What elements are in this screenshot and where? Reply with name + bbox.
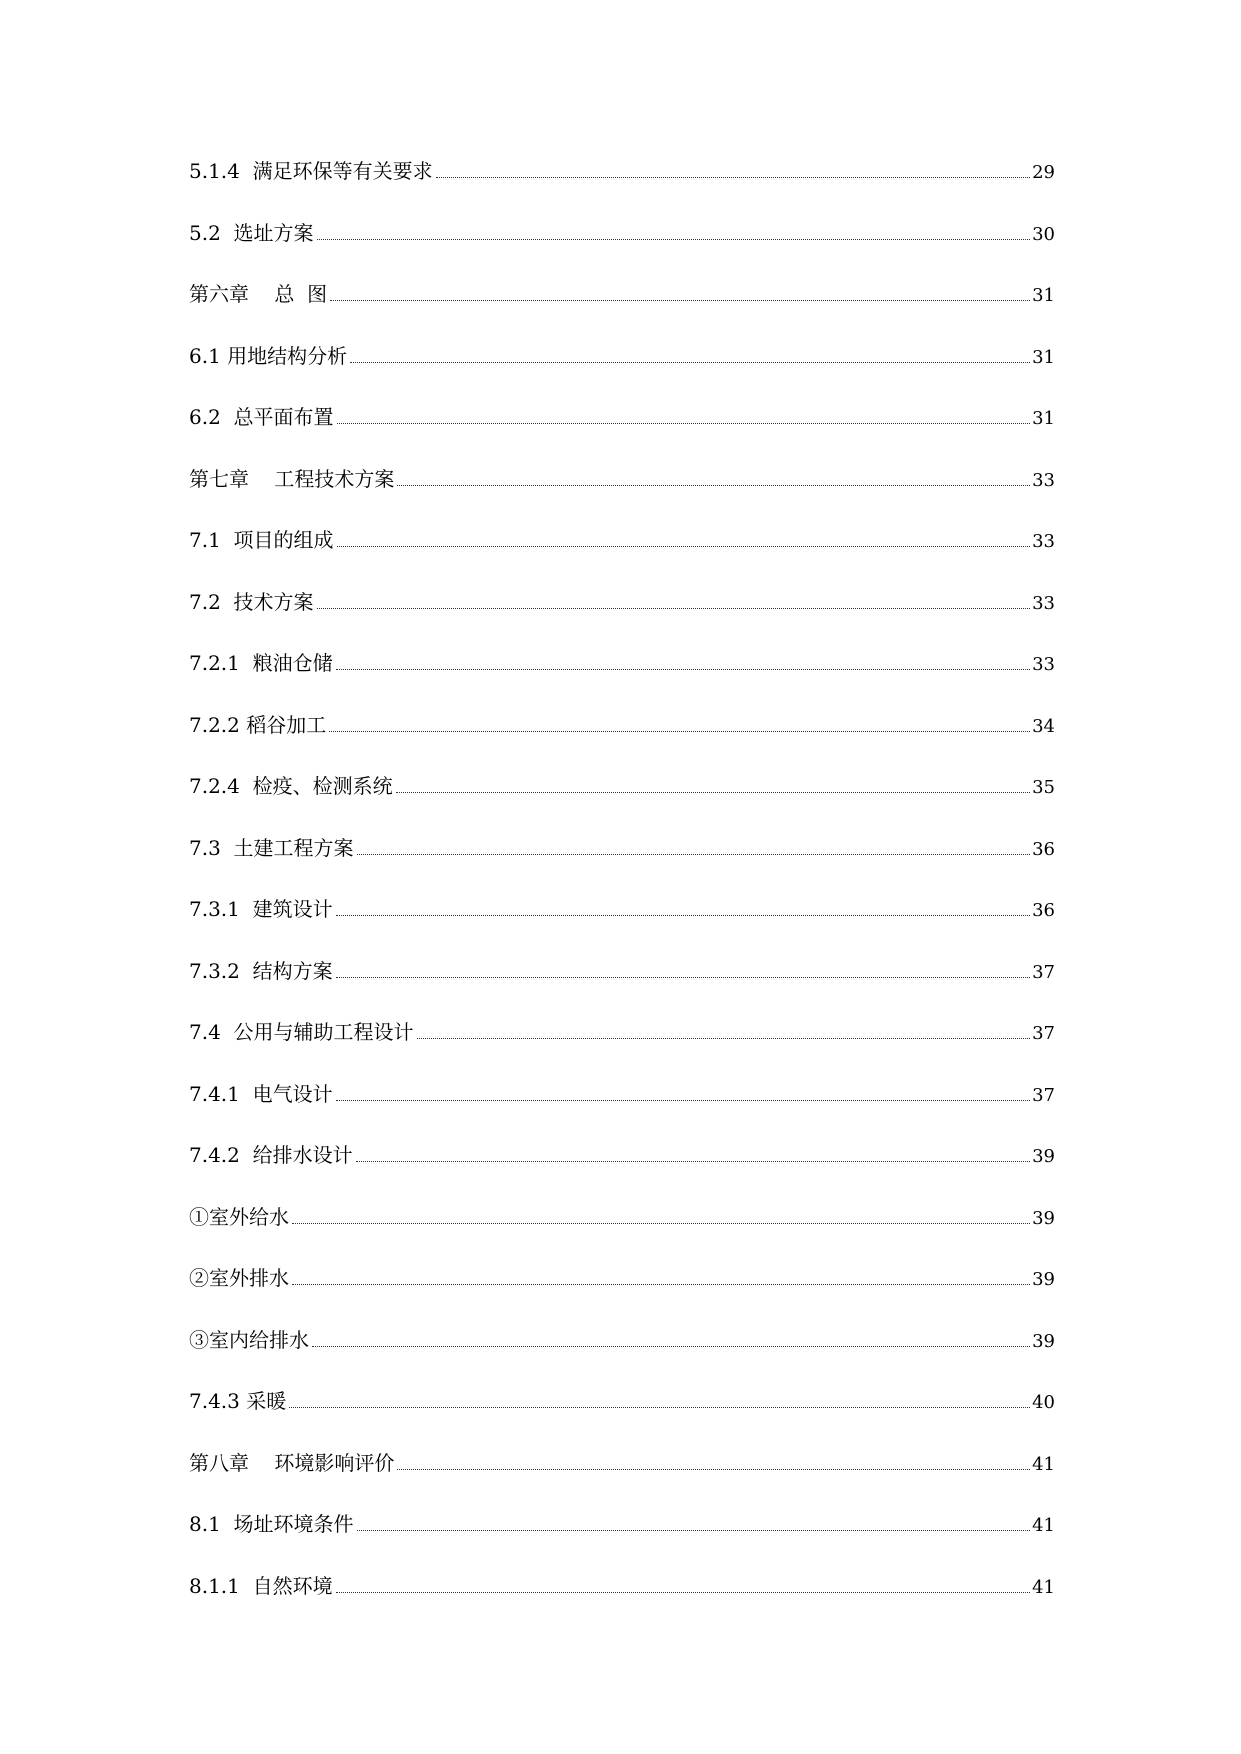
toc-entry-page: 41	[1032, 1453, 1055, 1475]
toc-entry-title: 8.1.1 自然环境	[189, 1573, 333, 1598]
toc-entry[interactable]	[189, 283, 1055, 345]
toc-entry[interactable]	[189, 406, 1055, 468]
toc-dot-leader	[336, 1100, 1030, 1101]
toc-entry[interactable]	[189, 898, 1055, 960]
toc-entry[interactable]	[189, 1206, 1055, 1268]
toc-entry[interactable]	[189, 1144, 1055, 1206]
toc-entry-title: 7.3.2 结构方案	[189, 958, 333, 983]
toc-entry[interactable]	[189, 1390, 1055, 1452]
toc-entry-title: ②室外排水	[189, 1266, 289, 1290]
toc-entry[interactable]	[189, 468, 1055, 530]
toc-dot-leader	[292, 1223, 1030, 1224]
toc-dot-leader	[292, 1284, 1030, 1285]
toc-entry-page: 40	[1032, 1392, 1055, 1413]
table-of-contents	[189, 160, 1055, 1636]
toc-dot-leader	[397, 1469, 1030, 1470]
toc-dot-leader	[397, 485, 1030, 486]
toc-entry[interactable]	[189, 775, 1055, 837]
toc-entry[interactable]	[189, 1021, 1055, 1083]
toc-entry-page: 39	[1032, 1207, 1055, 1229]
toc-entry[interactable]	[189, 960, 1055, 1022]
toc-entry[interactable]	[189, 714, 1055, 776]
toc-entry[interactable]	[189, 1575, 1055, 1637]
toc-entry-page: 37	[1032, 1084, 1055, 1106]
toc-entry-page: 31	[1032, 408, 1055, 429]
toc-entry-title: ①室外给水	[189, 1204, 289, 1229]
toc-dot-leader	[317, 239, 1031, 240]
toc-entry-title: 6.2 总平面布置	[189, 405, 334, 429]
toc-entry-page: 33	[1032, 531, 1055, 552]
toc-entry[interactable]	[189, 1329, 1055, 1391]
toc-entry-title: 7.2.1 粮油仓储	[189, 651, 333, 675]
toc-entry[interactable]	[189, 591, 1055, 653]
toc-entry-page: 37	[1032, 961, 1055, 983]
toc-entry-page: 36	[1032, 838, 1055, 860]
toc-entry[interactable]	[189, 652, 1055, 714]
toc-entry-page: 36	[1032, 900, 1055, 921]
toc-entry[interactable]	[189, 837, 1055, 899]
toc-entry-page: 41	[1032, 1515, 1055, 1536]
toc-entry-title: 7.2.4 检疫、检测系统	[189, 774, 393, 798]
toc-dot-leader	[317, 608, 1031, 609]
toc-entry-page: 35	[1032, 777, 1055, 798]
toc-dot-leader	[357, 1530, 1031, 1531]
toc-entry[interactable]	[189, 1083, 1055, 1145]
toc-entry-title: 7.4.1 电气设计	[189, 1081, 333, 1106]
toc-entry-title: 7.3 土建工程方案	[189, 835, 354, 860]
toc-dot-leader	[336, 977, 1030, 978]
toc-entry-page: 33	[1032, 469, 1055, 491]
toc-entry-page: 31	[1032, 346, 1055, 368]
toc-entry-title: 7.4.2 给排水设计	[189, 1143, 353, 1167]
toc-dot-leader	[336, 1592, 1030, 1593]
toc-dot-leader	[396, 792, 1030, 793]
toc-dot-leader	[356, 1161, 1030, 1162]
toc-entry-page: 33	[1032, 592, 1055, 614]
toc-dot-leader	[436, 177, 1030, 178]
toc-dot-leader	[329, 731, 1030, 732]
toc-dot-leader	[289, 1407, 1030, 1408]
toc-entry-page: 39	[1032, 1269, 1055, 1290]
toc-entry-title: 第六章 总 图	[189, 282, 328, 306]
toc-entry-title: 第八章 环境影响评价	[189, 1450, 395, 1475]
toc-entry-page: 34	[1032, 715, 1055, 737]
toc-entry-title: 7.4 公用与辅助工程设计	[189, 1020, 414, 1044]
toc-entry-page: 39	[1032, 1330, 1055, 1352]
toc-dot-leader	[337, 423, 1031, 424]
toc-entry-page: 31	[1032, 285, 1055, 306]
toc-dot-leader	[330, 300, 1030, 301]
toc-entry-title: 7.4.3 采暖	[189, 1389, 287, 1413]
toc-entry-page: 33	[1032, 654, 1055, 675]
toc-entry-title: 5.2 选址方案	[189, 220, 314, 245]
toc-entry-title: ③室内给排水	[189, 1327, 309, 1352]
toc-entry-title: 6.1 用地结构分析	[189, 343, 348, 368]
toc-entry-title: 8.1 场址环境条件	[189, 1512, 354, 1536]
toc-entry-title: 第七章 工程技术方案	[189, 466, 395, 491]
toc-entry-title: 5.1.4 满足环保等有关要求	[189, 159, 433, 183]
toc-dot-leader	[312, 1346, 1030, 1347]
toc-entry-title: 7.3.1 建筑设计	[189, 897, 333, 921]
toc-entry-page: 30	[1032, 223, 1055, 245]
toc-entry[interactable]	[189, 160, 1055, 222]
toc-dot-leader	[357, 854, 1031, 855]
toc-entry[interactable]	[189, 1513, 1055, 1575]
toc-dot-leader	[336, 915, 1030, 916]
toc-dot-leader	[336, 669, 1030, 670]
toc-entry-title: 7.2 技术方案	[189, 589, 314, 614]
toc-entry-page: 37	[1032, 1023, 1055, 1044]
toc-entry-title: 7.2.2 稻谷加工	[189, 712, 327, 737]
toc-entry[interactable]	[189, 1452, 1055, 1514]
toc-entry[interactable]	[189, 345, 1055, 407]
toc-entry[interactable]	[189, 222, 1055, 284]
toc-dot-leader	[337, 546, 1031, 547]
toc-entry[interactable]	[189, 529, 1055, 591]
toc-entry[interactable]	[189, 1267, 1055, 1329]
toc-dot-leader	[350, 362, 1030, 363]
toc-entry-page: 39	[1032, 1146, 1055, 1167]
toc-entry-page: 41	[1032, 1576, 1055, 1598]
toc-entry-page: 29	[1032, 162, 1055, 183]
toc-entry-title: 7.1 项目的组成	[189, 528, 334, 552]
toc-dot-leader	[417, 1038, 1031, 1039]
